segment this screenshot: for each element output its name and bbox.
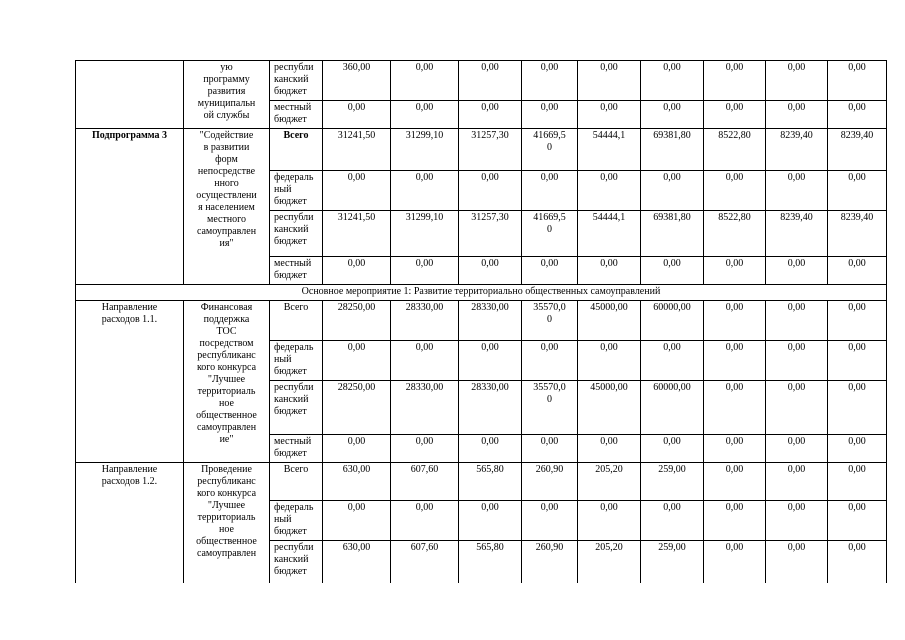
value-cell: 565,80	[459, 463, 522, 501]
value-cell: 0,00	[766, 301, 828, 341]
value-cell: 0,00	[828, 541, 887, 583]
value-cell: 45000,00	[578, 381, 641, 435]
value-cell: 8239,40	[828, 211, 887, 257]
direction-label-cell: Направление расходов 1.1.	[76, 301, 184, 463]
value-cell: 0,00	[459, 341, 522, 381]
value-cell: 0,00	[578, 101, 641, 129]
program-name-cell: ую программу развития муниципальн ой службы	[184, 61, 270, 129]
direction-name-cell: Проведение республиканс кого конкурса "Лучшее территориаль ное общественное самоуправлен	[184, 463, 270, 583]
budget-type-cell: республи канский бюджет	[270, 381, 323, 435]
budget-type-cell: Всего	[270, 129, 323, 171]
value-cell: 0,00	[459, 61, 522, 101]
value-cell: 31299,10	[391, 211, 459, 257]
budget-type-cell: федераль ный бюджет	[270, 501, 323, 541]
budget-type-cell: местный бюджет	[270, 435, 323, 463]
value-cell: 607,60	[391, 541, 459, 583]
value-cell: 0,00	[522, 341, 578, 381]
value-cell: 0,00	[704, 381, 766, 435]
value-cell: 28330,00	[459, 301, 522, 341]
value-cell: 8522,80	[704, 129, 766, 171]
value-cell: 630,00	[323, 541, 391, 583]
value-cell: 0,00	[578, 171, 641, 211]
value-cell: 0,00	[323, 257, 391, 285]
value-cell: 0,00	[641, 257, 704, 285]
value-cell: 0,00	[766, 381, 828, 435]
value-cell: 205,20	[578, 541, 641, 583]
value-cell: 54444,1	[578, 211, 641, 257]
value-cell: 8239,40	[766, 129, 828, 171]
value-cell: 0,00	[704, 341, 766, 381]
budget-type-cell: республи канский бюджет	[270, 211, 323, 257]
value-cell: 41669,5 0	[522, 211, 578, 257]
budget-type-cell: федераль ный бюджет	[270, 171, 323, 211]
value-cell: 45000,00	[578, 301, 641, 341]
budget-type-cell: Всего	[270, 301, 323, 341]
value-cell: 31299,10	[391, 129, 459, 171]
value-cell: 0,00	[828, 435, 887, 463]
value-cell: 0,00	[459, 101, 522, 129]
value-cell: 0,00	[828, 171, 887, 211]
value-cell: 0,00	[391, 501, 459, 541]
table-row	[76, 129, 887, 171]
value-cell: 0,00	[578, 61, 641, 101]
value-cell: 0,00	[641, 61, 704, 101]
value-cell: 360,00	[323, 61, 391, 101]
cell-empty	[76, 61, 184, 129]
value-cell: 0,00	[828, 381, 887, 435]
value-cell: 0,00	[391, 435, 459, 463]
budget-table-page	[75, 60, 886, 593]
value-cell: 69381,80	[641, 211, 704, 257]
budget-type-cell: республи канский бюджет	[270, 541, 323, 583]
value-cell: 0,00	[828, 101, 887, 129]
value-cell: 0,00	[828, 301, 887, 341]
value-cell: 0,00	[766, 463, 828, 501]
value-cell: 28250,00	[323, 301, 391, 341]
value-cell: 607,60	[391, 463, 459, 501]
value-cell: 54444,1	[578, 129, 641, 171]
value-cell: 35570,0 0	[522, 381, 578, 435]
value-cell: 0,00	[323, 501, 391, 541]
value-cell: 0,00	[704, 171, 766, 211]
value-cell: 0,00	[459, 435, 522, 463]
value-cell: 0,00	[828, 257, 887, 285]
value-cell: 0,00	[522, 171, 578, 211]
value-cell: 0,00	[391, 171, 459, 211]
value-cell: 0,00	[766, 101, 828, 129]
value-cell: 0,00	[641, 171, 704, 211]
value-cell: 0,00	[704, 61, 766, 101]
value-cell: 0,00	[391, 101, 459, 129]
value-cell: 0,00	[323, 341, 391, 381]
value-cell: 31257,30	[459, 129, 522, 171]
value-cell: 0,00	[641, 341, 704, 381]
value-cell: 0,00	[522, 61, 578, 101]
value-cell: 0,00	[391, 341, 459, 381]
value-cell: 0,00	[391, 61, 459, 101]
value-cell: 0,00	[578, 501, 641, 541]
value-cell: 0,00	[766, 541, 828, 583]
value-cell: 0,00	[522, 257, 578, 285]
main-event-title: Основное мероприятие 1: Развитие территориально общественных самоуправлений	[76, 285, 887, 301]
value-cell: 0,00	[828, 61, 887, 101]
subprogram-name-cell: "Содействие в развитии форм непосредстве нного осуществлени я населением местного самоуправлен ия"	[184, 129, 270, 285]
value-cell: 0,00	[459, 171, 522, 211]
value-cell: 0,00	[704, 301, 766, 341]
value-cell: 565,80	[459, 541, 522, 583]
table-row	[76, 301, 887, 341]
value-cell: 31257,30	[459, 211, 522, 257]
value-cell: 31241,50	[323, 129, 391, 171]
value-cell: 69381,80	[641, 129, 704, 171]
value-cell: 0,00	[641, 501, 704, 541]
value-cell: 0,00	[766, 341, 828, 381]
value-cell: 0,00	[323, 171, 391, 211]
value-cell: 0,00	[766, 435, 828, 463]
value-cell: 0,00	[828, 501, 887, 541]
value-cell: 0,00	[828, 341, 887, 381]
value-cell: 8239,40	[828, 129, 887, 171]
value-cell: 8522,80	[704, 211, 766, 257]
budget-type-cell: федераль ный бюджет	[270, 341, 323, 381]
value-cell: 205,20	[578, 463, 641, 501]
budget-type-cell: республи канский бюджет	[270, 61, 323, 101]
value-cell: 0,00	[522, 435, 578, 463]
value-cell: 259,00	[641, 541, 704, 583]
value-cell: 0,00	[766, 501, 828, 541]
budget-table	[75, 60, 887, 583]
value-cell: 28250,00	[323, 381, 391, 435]
value-cell: 28330,00	[391, 301, 459, 341]
value-cell: 0,00	[459, 501, 522, 541]
value-cell: 0,00	[323, 435, 391, 463]
value-cell: 259,00	[641, 463, 704, 501]
value-cell: 260,90	[522, 463, 578, 501]
table-row	[76, 61, 887, 101]
value-cell: 35570,0 0	[522, 301, 578, 341]
value-cell: 0,00	[578, 257, 641, 285]
budget-type-cell: местный бюджет	[270, 101, 323, 129]
value-cell: 0,00	[323, 101, 391, 129]
table-row	[76, 285, 887, 301]
value-cell: 8239,40	[766, 211, 828, 257]
direction-label-cell: Направление расходов 1.2.	[76, 463, 184, 583]
value-cell: 630,00	[323, 463, 391, 501]
value-cell: 0,00	[391, 257, 459, 285]
value-cell: 0,00	[704, 257, 766, 285]
direction-name-cell: Финансовая поддержка ТОС посредством республиканс кого конкурса "Лучшее территориаль ное общественное самоуправлен ие"	[184, 301, 270, 463]
value-cell: 0,00	[766, 257, 828, 285]
value-cell: 0,00	[459, 257, 522, 285]
value-cell: 0,00	[522, 501, 578, 541]
value-cell: 0,00	[766, 61, 828, 101]
value-cell: 31241,50	[323, 211, 391, 257]
budget-type-cell: местный бюджет	[270, 257, 323, 285]
value-cell: 0,00	[828, 463, 887, 501]
value-cell: 0,00	[578, 435, 641, 463]
value-cell: 28330,00	[459, 381, 522, 435]
subprogram-label-cell: Подпрограмма 3	[76, 129, 184, 285]
value-cell: 0,00	[766, 171, 828, 211]
value-cell: 0,00	[641, 435, 704, 463]
value-cell: 0,00	[641, 101, 704, 129]
value-cell: 41669,5 0	[522, 129, 578, 171]
value-cell: 60000,00	[641, 381, 704, 435]
value-cell: 0,00	[704, 101, 766, 129]
value-cell: 0,00	[704, 501, 766, 541]
value-cell: 0,00	[522, 101, 578, 129]
value-cell: 28330,00	[391, 381, 459, 435]
value-cell: 260,90	[522, 541, 578, 583]
value-cell: 0,00	[704, 463, 766, 501]
value-cell: 0,00	[704, 541, 766, 583]
value-cell: 0,00	[578, 341, 641, 381]
value-cell: 0,00	[704, 435, 766, 463]
budget-type-cell: Всего	[270, 463, 323, 501]
table-row	[76, 463, 887, 501]
value-cell: 60000,00	[641, 301, 704, 341]
